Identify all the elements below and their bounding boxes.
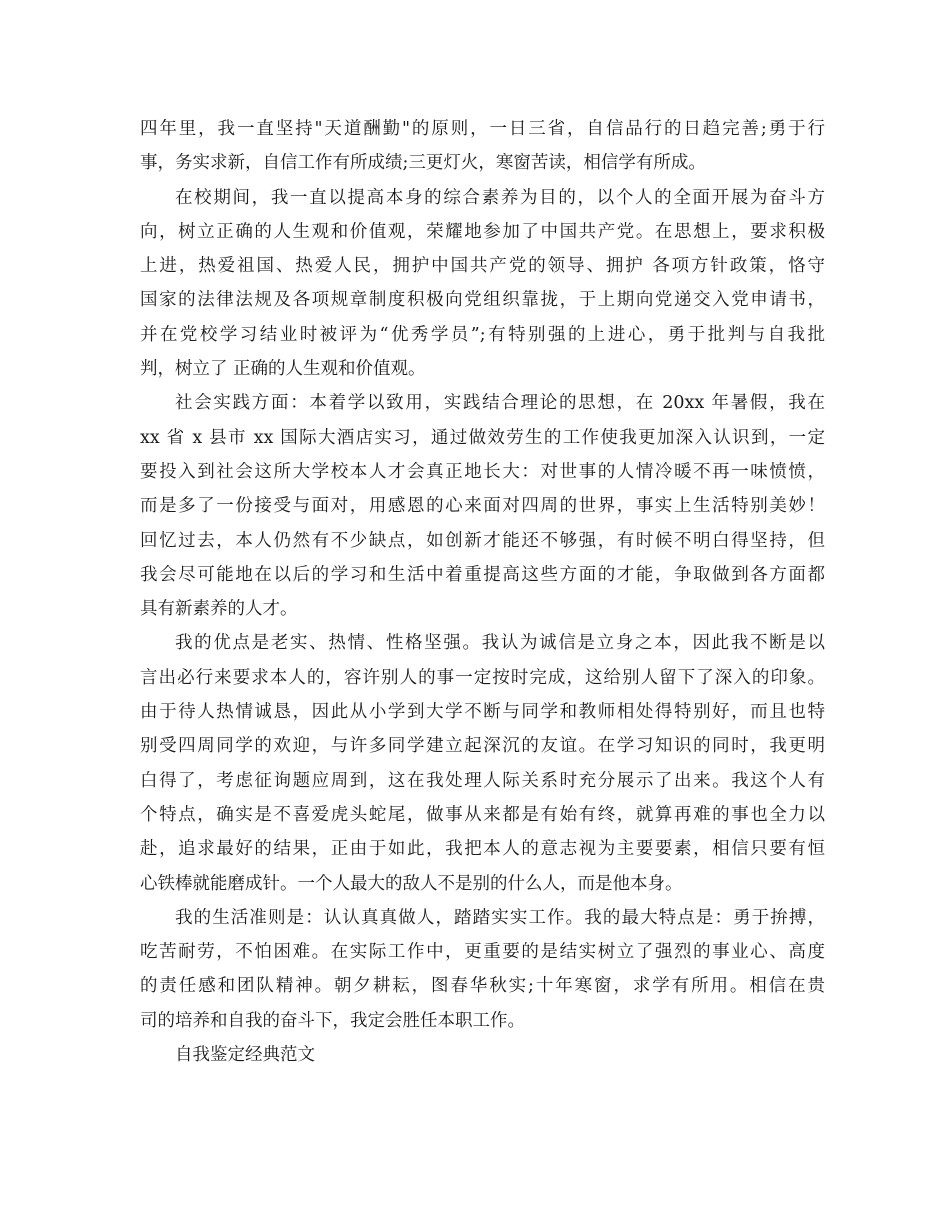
text-line: 并在党校学习结业时被评为“优秀学员”;有特别强的上进心，勇于批判与自我批 — [140, 324, 825, 345]
text-line: 我的优点是老实、热情、性格坚强。我认为诚信是立身之本，因此我不断是以 — [175, 633, 825, 654]
text-line: 自我鉴定经典范文 — [175, 1045, 315, 1066]
text-line: 心铁棒就能磨成针。一个人最大的敌人不是别的什么人，而是他本身。 — [140, 873, 683, 894]
text-line: 白得了，考虑征询题应周到，这在我处理人际关系时充分展示了出来。我这个人有 — [140, 770, 825, 791]
document-body — [140, 112, 825, 1072]
paragraph — [140, 1038, 825, 1072]
text-line: 赴，追求最好的结果，正由于如此，我把本人的意志视为主要要素，相信只要有恒 — [140, 839, 825, 860]
text-line: 判，树立了 正确的人生观和价值观。 — [140, 359, 426, 380]
text-line: 在校期间，我一直以提高本身的综合素养为目的，以个人的全面开展为奋斗方 — [175, 187, 825, 208]
text-line: 社会实践方面：本着学以致用，实践结合理论的思想，在 20xx 年暑假，我在 — [175, 393, 825, 414]
paragraph — [140, 901, 825, 1038]
text-line: 别受四周同学的欢迎，与许多同学建立起深沉的友谊。在学习知识的同时，我更明 — [140, 736, 825, 757]
text-line: 我的生活准则是：认认真真做人，踏踏实实工作。我的最大特点是：勇于拚搏， — [175, 907, 825, 928]
text-line: 吃苦耐劳，不怕困难。在实际工作中，更重要的是结实树立了强烈的事业心、高度 — [140, 942, 825, 963]
text-line: 由于待人热情诚恳，因此从小学到大学不断与同学和教师相处得特别好，而且也特 — [140, 702, 825, 723]
text-line: 我会尽可能地在以后的学习和生活中着重提高这些方面的才能，争取做到各方面都 — [140, 564, 825, 585]
text-line: 上进，热爱祖国、热爱人民，拥护中国共产党的领导、拥护 各项方针政策，恪守 — [140, 256, 825, 277]
text-line: 要投入到社会这所大学校本人才会真正地长大：对世事的人情冷暖不再一味愤愤， — [140, 461, 825, 482]
text-line: 回忆过去，本人仍然有不少缺点，如创新才能还不够强，有时候不明白得坚持，但 — [140, 530, 825, 551]
text-line: 司的培养和自我的奋斗下，我定会胜任本职工作。 — [140, 1010, 525, 1031]
text-line: 具有新素养的人才。 — [140, 599, 298, 620]
text-line: 事，务实求新，自信工作有所成绩;三更灯火，寒窗苦读，相信学有所成。 — [140, 153, 706, 174]
text-line: 的责任感和团队精神。朝夕耕耘，图春华秋实;十年寒窗，求学有所用。相信在贵 — [140, 976, 825, 997]
text-line: 言出必行来要求本人的，容许别人的事一定按时完成，这给别人留下了深入的印象。 — [140, 667, 825, 688]
paragraph — [140, 112, 825, 181]
text-line: xx 省 x 县市 xx 国际大酒店实习，通过做效劳生的工作使我更加深入认识到，一定 — [140, 427, 825, 448]
paragraph — [140, 386, 825, 626]
text-line: 向，树立正确的人生观和价值观，荣耀地参加了中国共产党。在思想上，要求积极 — [140, 221, 825, 242]
paragraph — [140, 181, 825, 387]
text-line: 国家的法律法规及各项规章制度积极向党组织靠拢，于上期向党递交入党申请书， — [140, 290, 825, 311]
text-line: 而是多了一份接受与面对，用感恩的心来面对四周的世界，事实上生活特别美妙！ — [140, 496, 825, 517]
text-line: 个特点，确实是不喜爱虎头蛇尾，做事从来都是有始有终，就算再难的事也全力以 — [140, 804, 825, 825]
text-line: 四年里，我一直坚持"天道酬勤"的原则，一日三省，自信品行的日趋完善;勇于行 — [140, 119, 825, 139]
paragraph — [140, 626, 825, 900]
